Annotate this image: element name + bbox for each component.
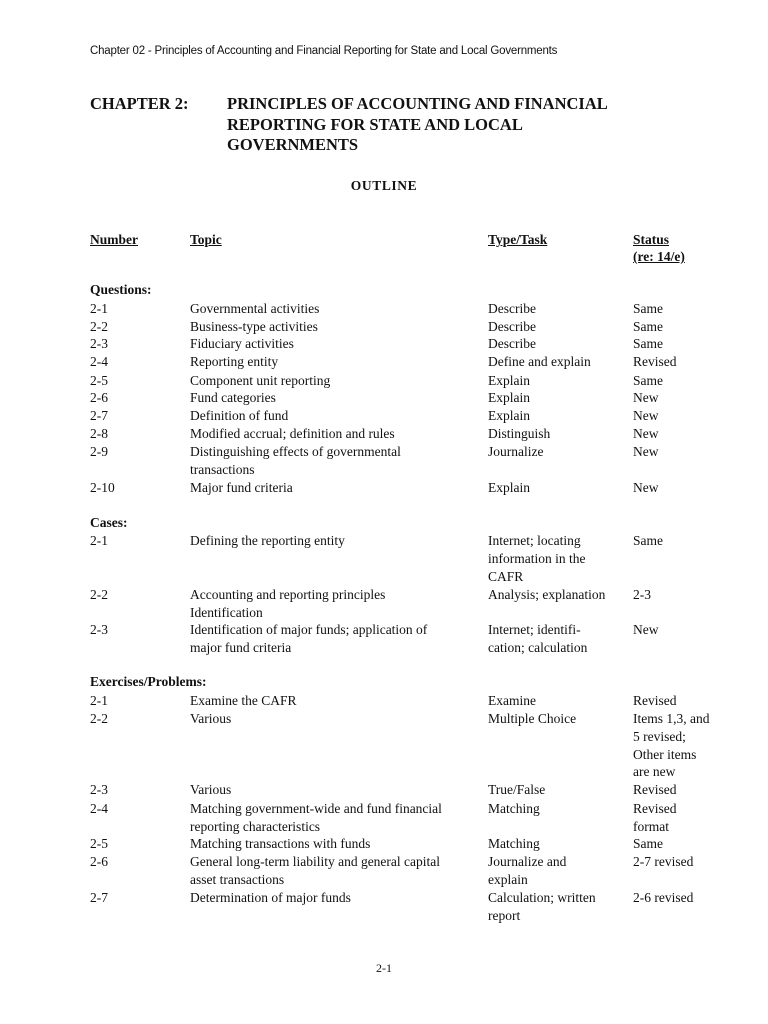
column-header-number: Number (90, 232, 138, 247)
row-number: 2-8 (90, 426, 108, 441)
row-status (633, 835, 663, 853)
row-status-line: Same (633, 533, 663, 548)
row-topic-line: transactions (190, 461, 255, 477)
row-type (488, 389, 530, 407)
column-header-topic: Topic (190, 232, 222, 247)
row-topic-line: major fund criteria (190, 639, 292, 655)
row-type-line: information in the (488, 550, 586, 566)
row-status-line: New (633, 480, 659, 495)
row-status-line: Revised (633, 693, 677, 708)
row-status-line: 2-7 revised (633, 854, 694, 869)
row-topic-line: Accounting and reporting principles (190, 587, 386, 602)
row-number: 2-1 (90, 693, 108, 708)
chapter-title-line: GOVERNMENTS (227, 135, 359, 154)
row-topic-line: Various (190, 711, 232, 726)
row-type-line: Explain (488, 408, 530, 423)
row-status-line: Revised (633, 782, 677, 797)
row-status-line: Revised (633, 354, 677, 369)
row-topic (190, 532, 345, 550)
row-topic (190, 853, 440, 889)
row-type (488, 300, 536, 318)
row-topic-line: General long-term liability and general capital (190, 854, 441, 869)
row-topic (190, 800, 442, 836)
row-topic (190, 692, 297, 710)
row-number: 2-2 (90, 319, 108, 334)
row-type (488, 372, 530, 390)
row-type-line: Matching (488, 836, 540, 851)
row-type (488, 586, 605, 604)
row-topic-line: Identification of major funds; application of (190, 622, 428, 637)
row-status-line: Same (633, 336, 663, 351)
row-number: 2-4 (90, 354, 108, 369)
row-type-line: Matching (488, 801, 540, 816)
row-topic (190, 586, 385, 622)
row-type-line: Journalize (488, 444, 544, 459)
row-type (488, 889, 596, 925)
row-topic (190, 710, 231, 728)
row-number: 2-6 (90, 854, 108, 869)
row-type (488, 407, 530, 425)
row-status-line: New (633, 426, 659, 441)
row-status-line: Revised (633, 801, 677, 816)
row-status-line: Other items (633, 746, 697, 762)
row-topic (190, 300, 319, 318)
row-topic-line: Defining the reporting entity (190, 533, 345, 548)
row-type (488, 353, 591, 371)
row-status (633, 889, 693, 907)
row-topic (190, 443, 401, 479)
row-topic (190, 407, 288, 425)
row-topic-line: Identification (190, 604, 263, 620)
row-status-line: New (633, 444, 659, 459)
row-status-line: Same (633, 836, 663, 851)
row-number: 2-6 (90, 390, 108, 405)
row-topic (190, 835, 370, 853)
row-type-line: Analysis; explanation (488, 587, 606, 602)
row-type-line: True/False (488, 782, 546, 797)
row-status-line: Same (633, 319, 663, 334)
row-number: 2-4 (90, 801, 108, 816)
row-topic-line: Modified accrual; definition and rules (190, 426, 395, 441)
row-topic-line: Definition of fund (190, 408, 289, 423)
row-status-line: 2-3 (633, 587, 651, 602)
row-topic-line: reporting characteristics (190, 818, 321, 834)
section-title: Questions: (90, 282, 152, 297)
row-type-line: report (488, 907, 521, 923)
row-type (488, 335, 536, 353)
row-number: 2-3 (90, 622, 108, 637)
row-number: 2-9 (90, 444, 108, 459)
row-status (633, 781, 677, 799)
row-status-line: format (633, 818, 669, 834)
row-type-line: Examine (488, 693, 536, 708)
row-type-line: Define and explain (488, 354, 591, 369)
row-status (633, 407, 659, 425)
row-type-line: Journalize and (488, 854, 567, 869)
row-number: 2-2 (90, 587, 108, 602)
column-header-status-line: (re: 14/e) (633, 249, 685, 264)
row-topic (190, 353, 278, 371)
chapter-title-line: PRINCIPLES OF ACCOUNTING AND FINANCIAL (227, 94, 608, 113)
row-status (633, 389, 659, 407)
row-number: 2-7 (90, 890, 108, 905)
row-type-line: Internet; identifi- (488, 622, 581, 637)
page-number: 2-1 (376, 961, 392, 975)
outline-title: OUTLINE (350, 178, 418, 193)
row-type-line: Explain (488, 390, 530, 405)
row-status (633, 586, 651, 604)
row-type (488, 853, 566, 889)
row-topic (190, 372, 330, 390)
row-topic-line: Fund categories (190, 390, 276, 405)
row-type-line: Distinguish (488, 426, 551, 441)
chapter-title (227, 94, 608, 156)
row-status (633, 800, 677, 836)
column-header-type-task: Type/Task (488, 232, 548, 247)
row-status (633, 532, 663, 550)
row-status (633, 425, 659, 443)
row-status-line: 2-6 revised (633, 890, 694, 905)
chapter-label: CHAPTER 2: (90, 94, 189, 113)
chapter-title-line: REPORTING FOR STATE AND LOCAL (227, 114, 523, 134)
row-status (633, 621, 659, 639)
column-header-status-line: Status (633, 232, 670, 247)
row-type-line: CAFR (488, 568, 524, 584)
row-type (488, 781, 545, 799)
row-status-line: New (633, 622, 659, 637)
row-topic (190, 318, 318, 336)
row-number: 2-1 (90, 533, 108, 548)
row-topic (190, 889, 351, 907)
row-topic (190, 425, 395, 443)
row-topic-line: Major fund criteria (190, 480, 293, 495)
row-type-line: Multiple Choice (488, 711, 577, 726)
row-type (488, 443, 543, 461)
row-number: 2-10 (90, 480, 115, 495)
row-type (488, 835, 540, 853)
row-topic (190, 335, 294, 353)
row-status-line: Items 1,3, and (633, 711, 710, 726)
row-topic-line: Reporting entity (190, 354, 279, 369)
row-topic-line: Governmental activities (190, 301, 320, 316)
row-topic-line: Determination of major funds (190, 890, 351, 905)
row-status-line: Same (633, 373, 663, 388)
row-type-line: cation; calculation (488, 639, 588, 655)
row-number: 2-1 (90, 301, 108, 316)
row-topic (190, 479, 293, 497)
row-topic-line: Various (190, 782, 232, 797)
row-type (488, 479, 530, 497)
column-header-status (633, 231, 685, 265)
row-status (633, 853, 693, 871)
row-type-line: Explain (488, 480, 530, 495)
page-header: Chapter 02 - Principles of Accounting and Financial Reporting for State and Local Governments (90, 45, 558, 57)
row-status (633, 692, 677, 710)
row-status (633, 443, 659, 461)
row-topic-line: Fiduciary activities (190, 336, 294, 351)
row-topic-line: Business-type activities (190, 319, 318, 334)
row-number: 2-2 (90, 711, 108, 726)
row-status (633, 479, 659, 497)
row-status-line: New (633, 390, 659, 405)
section-title: Exercises/Problems: (90, 674, 207, 689)
row-number: 2-3 (90, 782, 108, 797)
row-type-line: Describe (488, 319, 536, 334)
row-type (488, 318, 536, 336)
row-topic (190, 389, 276, 407)
section-title: Cases: (90, 515, 128, 530)
row-number: 2-7 (90, 408, 108, 423)
row-status (633, 300, 663, 318)
row-type (488, 710, 576, 728)
row-type-line: Describe (488, 336, 536, 351)
row-topic (190, 621, 427, 657)
row-type-line: Describe (488, 301, 536, 316)
row-status (633, 353, 677, 371)
row-type (488, 621, 587, 657)
row-type (488, 692, 536, 710)
row-type-line: explain (488, 871, 528, 887)
row-topic-line: Examine the CAFR (190, 693, 297, 708)
row-status-line: are new (633, 764, 676, 780)
row-type (488, 800, 540, 818)
row-status-line: Same (633, 301, 663, 316)
row-type (488, 532, 585, 585)
row-status-line: 5 revised; (633, 728, 686, 744)
row-topic-line: Distinguishing effects of governmental (190, 444, 401, 459)
row-topic-line: Matching government-wide and fund financial (190, 801, 442, 816)
row-number: 2-3 (90, 336, 108, 351)
row-type-line: Calculation; written (488, 890, 596, 905)
row-status (633, 710, 710, 781)
row-topic (190, 781, 231, 799)
row-type (488, 425, 550, 443)
row-status (633, 318, 663, 336)
row-topic-line: Component unit reporting (190, 373, 331, 388)
row-status-line: New (633, 408, 659, 423)
row-number: 2-5 (90, 836, 108, 851)
row-topic-line: Matching transactions with funds (190, 836, 371, 851)
row-status (633, 335, 663, 353)
row-status (633, 372, 663, 390)
row-type-line: Explain (488, 373, 530, 388)
row-number: 2-5 (90, 373, 108, 388)
row-topic-line: asset transactions (190, 871, 285, 887)
row-type-line: Internet; locating (488, 533, 581, 548)
